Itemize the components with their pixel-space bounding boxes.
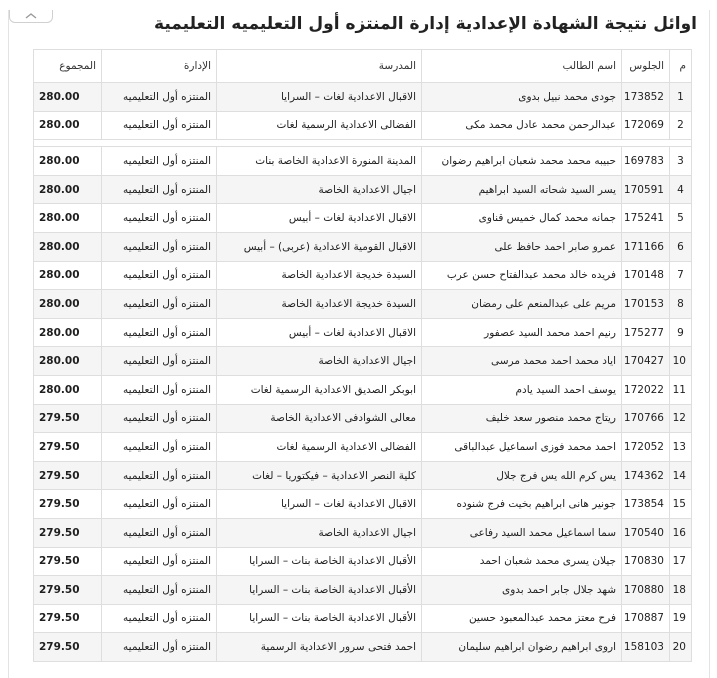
- cell-total: 280.00: [34, 375, 102, 404]
- cell-seat: 170153: [622, 290, 670, 319]
- cell-seat: 174362: [622, 461, 670, 490]
- cell-m: 19: [670, 604, 692, 633]
- cell-seat: 170591: [622, 175, 670, 204]
- cell-admin: المنتزه أول التعليميه: [102, 204, 217, 233]
- cell-school: الاقبال الاعدادية لغات – أبيس: [217, 318, 422, 347]
- cell-school: الأقبال الاعدادية الخاصة بنات – السرايا: [217, 604, 422, 633]
- table-row: [34, 518, 692, 547]
- collapse-tab[interactable]: [9, 10, 53, 23]
- table-row: [34, 633, 692, 662]
- cell-m: 2: [670, 111, 692, 140]
- cell-seat: 170880: [622, 576, 670, 605]
- cell-admin: المنتزه أول التعليميه: [102, 404, 217, 433]
- cell-admin: المنتزه أول التعليميه: [102, 290, 217, 319]
- cell-total: 280.00: [34, 175, 102, 204]
- table-row: [34, 490, 692, 519]
- cell-school: احمد فتحى سرور الاعدادية الرسمية: [217, 633, 422, 662]
- cell-admin: المنتزه أول التعليميه: [102, 375, 217, 404]
- cell-seat: 175241: [622, 204, 670, 233]
- page-title: اوائل نتيجة الشهادة الإعدادية إدارة المنتزه أول التعليميه التعليمية: [154, 14, 697, 34]
- cell-seat: 170148: [622, 261, 670, 290]
- cell-name: يس كرم الله يس فرج جلال: [422, 461, 622, 490]
- header-total: المجموع: [34, 50, 102, 83]
- cell-school: الأقبال الاعدادية الخاصة بنات – السرايا: [217, 547, 422, 576]
- header-m: م: [670, 50, 692, 83]
- cell-m: 14: [670, 461, 692, 490]
- cell-seat: 172022: [622, 375, 670, 404]
- cell-name: فريده خالد محمد عبدالفتاح حسن عرب: [422, 261, 622, 290]
- cell-admin: المنتزه أول التعليميه: [102, 83, 217, 112]
- cell-school: السيدة خديجة الاعدادية الخاصة: [217, 290, 422, 319]
- cell-admin: المنتزه أول التعليميه: [102, 490, 217, 519]
- cell-m: 6: [670, 232, 692, 261]
- cell-name: جونير هانى ابراهيم بخيت فرج شنوده: [422, 490, 622, 519]
- cell-admin: المنتزه أول التعليميه: [102, 232, 217, 261]
- row-gap: [34, 140, 692, 147]
- cell-school: اجيال الاعدادية الخاصة: [217, 175, 422, 204]
- cell-admin: المنتزه أول التعليميه: [102, 604, 217, 633]
- cell-total: 280.00: [34, 318, 102, 347]
- cell-m: 3: [670, 147, 692, 176]
- cell-m: 18: [670, 576, 692, 605]
- cell-name: يوسف احمد السيد يادم: [422, 375, 622, 404]
- cell-seat: 172052: [622, 433, 670, 462]
- cell-school: الفضالى الاعدادية الرسمية لغات: [217, 433, 422, 462]
- cell-m: 20: [670, 633, 692, 662]
- cell-name: جودى محمد نبيل بدوى: [422, 83, 622, 112]
- table-row: [34, 433, 692, 462]
- table-row: [34, 261, 692, 290]
- cell-name: جمانه محمد كمال خميس قناوى: [422, 204, 622, 233]
- cell-m: 17: [670, 547, 692, 576]
- cell-school: الاقبال الاعدادية لغات – أبيس: [217, 204, 422, 233]
- cell-name: عبدالرحمن محمد عادل محمد مكى: [422, 111, 622, 140]
- cell-school: اجيال الاعدادية الخاصة: [217, 347, 422, 376]
- row-gap-cell: [34, 140, 692, 147]
- cell-seat: 175277: [622, 318, 670, 347]
- header-admin: الإدارة: [102, 50, 217, 83]
- table-row: [34, 604, 692, 633]
- cell-name: يسر السيد شحاته السيد ابراهيم: [422, 175, 622, 204]
- cell-seat: 173854: [622, 490, 670, 519]
- cell-total: 280.00: [34, 204, 102, 233]
- table-row: [34, 461, 692, 490]
- cell-admin: المنتزه أول التعليميه: [102, 147, 217, 176]
- cell-admin: المنتزه أول التعليميه: [102, 576, 217, 605]
- cell-school: كلية النصر الاعدادية – فيكتوريا – لغات: [217, 461, 422, 490]
- cell-school: الأقبال الاعدادية الخاصة بنات – السرايا: [217, 576, 422, 605]
- table-row: [34, 576, 692, 605]
- cell-m: 16: [670, 518, 692, 547]
- cell-name: اروى ابراهيم رضوان ابراهيم سليمان: [422, 633, 622, 662]
- cell-total: 279.50: [34, 461, 102, 490]
- cell-seat: 170830: [622, 547, 670, 576]
- cell-admin: المنتزه أول التعليميه: [102, 433, 217, 462]
- cell-seat: 170887: [622, 604, 670, 633]
- cell-m: 15: [670, 490, 692, 519]
- table-row: [34, 347, 692, 376]
- cell-name: احمد محمد فوزى اسماعيل عبدالباقى: [422, 433, 622, 462]
- cell-admin: المنتزه أول التعليميه: [102, 111, 217, 140]
- cell-seat: 170540: [622, 518, 670, 547]
- table-row: [34, 83, 692, 112]
- cell-school: الاقبال القومية الاعدادية (عربى) – أبيس: [217, 232, 422, 261]
- cell-m: 1: [670, 83, 692, 112]
- cell-m: 7: [670, 261, 692, 290]
- cell-seat: 172069: [622, 111, 670, 140]
- cell-total: 280.00: [34, 83, 102, 112]
- cell-m: 11: [670, 375, 692, 404]
- cell-name: ريتاج محمد منصور سعد خليف: [422, 404, 622, 433]
- cell-total: 279.50: [34, 404, 102, 433]
- cell-seat: 169783: [622, 147, 670, 176]
- cell-total: 280.00: [34, 111, 102, 140]
- table-row: [34, 375, 692, 404]
- cell-total: 280.00: [34, 347, 102, 376]
- table-row: [34, 547, 692, 576]
- cell-total: 279.50: [34, 518, 102, 547]
- cell-name: جيلان يسرى محمد شعبان احمد: [422, 547, 622, 576]
- cell-total: 279.50: [34, 490, 102, 519]
- cell-admin: المنتزه أول التعليميه: [102, 518, 217, 547]
- cell-m: 4: [670, 175, 692, 204]
- cell-school: معالى الشوادفى الاعدادية الخاصة: [217, 404, 422, 433]
- cell-admin: المنتزه أول التعليميه: [102, 633, 217, 662]
- cell-total: 280.00: [34, 261, 102, 290]
- cell-seat: 171166: [622, 232, 670, 261]
- cell-admin: المنتزه أول التعليميه: [102, 318, 217, 347]
- table-row: [34, 290, 692, 319]
- cell-total: 279.50: [34, 576, 102, 605]
- cell-name: اياد محمد احمد محمد مرسى: [422, 347, 622, 376]
- cell-school: الاقبال الاعدادية لغات – السرايا: [217, 83, 422, 112]
- cell-name: شهد جلال جابر احمد بدوى: [422, 576, 622, 605]
- table-row: [34, 175, 692, 204]
- cell-name: سما اسماعيل محمد السيد رفاعى: [422, 518, 622, 547]
- cell-name: رنيم احمد محمد السيد عصفور: [422, 318, 622, 347]
- cell-seat: 173852: [622, 83, 670, 112]
- cell-m: 8: [670, 290, 692, 319]
- cell-name: مريم على عبدالمنعم على رمضان: [422, 290, 622, 319]
- cell-total: 279.50: [34, 633, 102, 662]
- cell-admin: المنتزه أول التعليميه: [102, 261, 217, 290]
- cell-admin: المنتزه أول التعليميه: [102, 175, 217, 204]
- cell-m: 9: [670, 318, 692, 347]
- header-seat: الجلوس: [622, 50, 670, 83]
- cell-total: 279.50: [34, 547, 102, 576]
- chevron-up-icon: [24, 12, 38, 20]
- cell-school: الفضالى الاعدادية الرسمية لغات: [217, 111, 422, 140]
- cell-school: السيدة خديجة الاعدادية الخاصة: [217, 261, 422, 290]
- cell-seat: 158103: [622, 633, 670, 662]
- cell-name: عمرو صابر احمد حافظ على: [422, 232, 622, 261]
- cell-admin: المنتزه أول التعليميه: [102, 347, 217, 376]
- cell-m: 5: [670, 204, 692, 233]
- cell-total: 280.00: [34, 147, 102, 176]
- cell-name: حبيبه محمد محمد شعبان ابراهيم رضوان: [422, 147, 622, 176]
- cell-admin: المنتزه أول التعليميه: [102, 547, 217, 576]
- table-row: [34, 404, 692, 433]
- cell-school: الاقبال الاعدادية لغات – السرايا: [217, 490, 422, 519]
- cell-total: 279.50: [34, 433, 102, 462]
- cell-seat: 170766: [622, 404, 670, 433]
- header-school: المدرسة: [217, 50, 422, 83]
- header-name: اسم الطالب: [422, 50, 622, 83]
- cell-seat: 170427: [622, 347, 670, 376]
- table-row: [34, 204, 692, 233]
- cell-total: 280.00: [34, 290, 102, 319]
- table-row: [34, 147, 692, 176]
- table-row: [34, 232, 692, 261]
- cell-total: 280.00: [34, 232, 102, 261]
- cell-name: فرح معتز محمد عبدالمعبود حسين: [422, 604, 622, 633]
- cell-school: المدينة المنورة الاعدادية الخاصة بنات: [217, 147, 422, 176]
- table-header-row: [34, 50, 692, 83]
- cell-m: 13: [670, 433, 692, 462]
- cell-school: ابوبكر الصديق الاعدادية الرسمية لغات: [217, 375, 422, 404]
- cell-total: 279.50: [34, 604, 102, 633]
- cell-m: 12: [670, 404, 692, 433]
- table-row: [34, 318, 692, 347]
- cell-school: اجيال الاعدادية الخاصة: [217, 518, 422, 547]
- cell-m: 10: [670, 347, 692, 376]
- results-table: [33, 49, 692, 662]
- cell-admin: المنتزه أول التعليميه: [102, 461, 217, 490]
- table-row: [34, 111, 692, 140]
